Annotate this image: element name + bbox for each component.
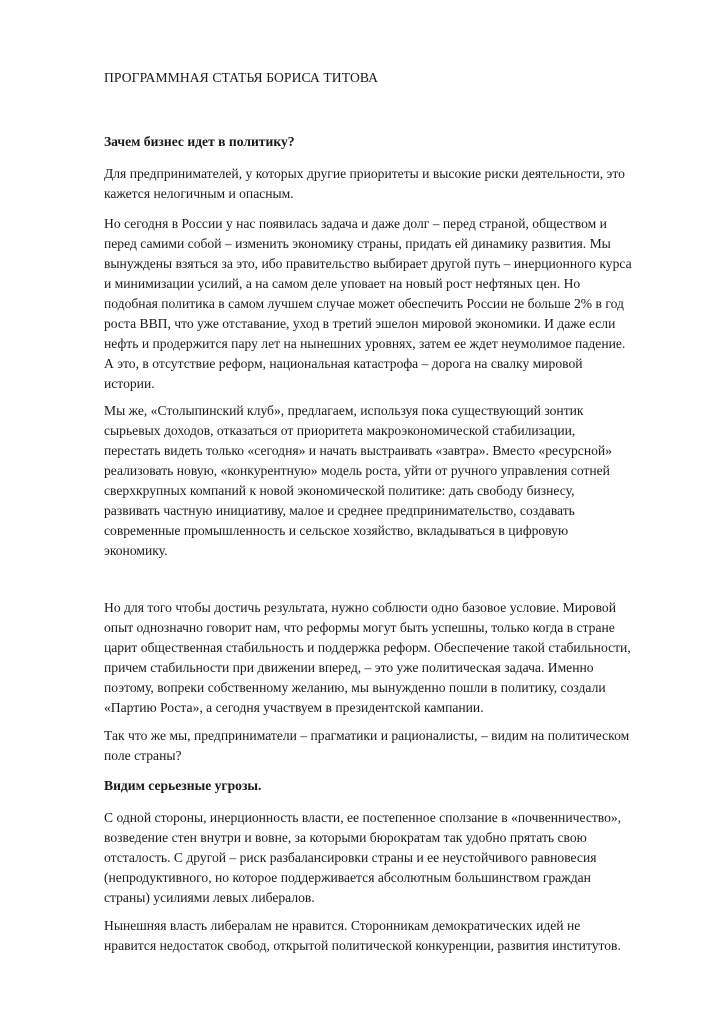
paragraph-line: отсталость. С другой – риск разбалансировки страны и ее неустойчивого равновесия bbox=[104, 850, 597, 865]
paragraph-line: Так что же мы, предприниматели – прагматики и рационалисты, – видим на политическом bbox=[104, 728, 630, 743]
paragraph-line: кажется нелогичным и опасным. bbox=[104, 186, 294, 201]
paragraph-line: современные промышленность и сельское хозяйство, вкладываться в цифровую bbox=[104, 523, 569, 538]
paragraph-line: экономику. bbox=[104, 543, 168, 558]
paragraph-line: нефть и продержится пару лет на нынешних уровнях, затем ее ждет неумолимое падение. bbox=[104, 336, 626, 351]
paragraph-line: перестать видеть только «сегодня» и начать выстраивать «завтра». Вместо «ресурсной» bbox=[104, 443, 612, 458]
paragraph-line: Мы же, «Столыпинский клуб», предлагаем, используя пока существующий зонтик bbox=[104, 403, 584, 418]
paragraph-line: Но сегодня в России у нас появилась задача и даже долг – перед страной, обществом и bbox=[104, 216, 607, 231]
paragraph-line: поэтому, вопреки собственному желанию, мы вынужденно пошли в политику, создали bbox=[104, 680, 606, 695]
paragraph-line: страны) усилиями левых либералов. bbox=[104, 890, 315, 905]
paragraph-line: (непродуктивного, но которое поддерживается абсолютным большинством граждан bbox=[104, 870, 591, 885]
paragraph-line: развивать частную инициативу, малое и среднее предпринимательство, создавать bbox=[104, 503, 575, 518]
paragraph-line: сверхкрупных компаний к новой экономической политике: дать свободу бизнесу, bbox=[104, 483, 575, 498]
document-title: ПРОГРАММНАЯ СТАТЬЯ БОРИСА ТИТОВА bbox=[104, 70, 379, 85]
paragraph-5 bbox=[104, 726, 684, 766]
paragraph-3 bbox=[104, 401, 684, 561]
paragraph-4 bbox=[104, 598, 684, 718]
paragraph-line: Нынешняя власть либералам не нравится. Сторонникам демократических идей не bbox=[104, 918, 581, 933]
paragraph-2 bbox=[104, 214, 684, 394]
paragraph-line: истории. bbox=[104, 376, 155, 391]
paragraph-line: сырьевых доходов, отказаться от приоритета макроэкономической стабилизации, bbox=[104, 423, 576, 438]
section-heading-why-business: Зачем бизнес идет в политику? bbox=[104, 134, 295, 149]
section-heading-threats: Видим серьезные угрозы. bbox=[104, 778, 262, 793]
paragraph-line: Но для того чтобы достичь результата, нужно соблюсти одно базовое условие. Мировой bbox=[104, 600, 616, 615]
paragraph-line: поле страны? bbox=[104, 748, 182, 763]
paragraph-line: С одной стороны, инерционность власти, ее постепенное сползание в «почвенничество», bbox=[104, 810, 622, 825]
paragraph-line: царит общественная стабильность и поддержка реформ. Обеспечение такой стабильности, bbox=[104, 640, 631, 655]
paragraph-line: нравится недостаток свобод, открытой политической конкуренции, развития институтов. bbox=[104, 938, 621, 953]
paragraph-6 bbox=[104, 808, 684, 908]
paragraph-line: возведение стен внутри и вовне, за которыми бюрократам так удобно прятать свою bbox=[104, 830, 587, 845]
paragraph-line: роста ВВП, что уже отставание, уход в третий эшелон мировой экономики. И даже если bbox=[104, 316, 616, 331]
paragraph-line: вынуждены взяться за это, ибо правительство выбирает другой путь – инерционного курса bbox=[104, 256, 632, 271]
paragraph-7 bbox=[104, 916, 684, 956]
paragraph-line: А это, в отсутствие реформ, национальная катастрофа – дорога на свалку мировой bbox=[104, 356, 583, 371]
paragraph-line: «Партию Роста», а сегодня участвуем в президентской кампании. bbox=[104, 700, 484, 715]
paragraph-line: и минимизации усилий, а на самом деле уповает на новый рост нефтяных цен. Но bbox=[104, 276, 581, 291]
paragraph-1 bbox=[104, 164, 684, 204]
paragraph-line: Для предпринимателей, у которых другие приоритеты и высокие риски деятельности, это bbox=[104, 166, 625, 181]
paragraph-line: подобная политика в самом лучшем случае может обеспечить России не больше 2% в год bbox=[104, 296, 624, 311]
paragraph-line: реализовать новую, «конкурентную» модель роста, уйти от ручного управления сотней bbox=[104, 463, 610, 478]
paragraph-line: опыт однозначно говорит нам, что реформы могут быть успешны, только когда в стране bbox=[104, 620, 615, 635]
paragraph-line: причем стабильности при движении вперед, – это уже политическая задача. Именно bbox=[104, 660, 594, 675]
paragraph-line: перед самими собой – изменить экономику страны, придать ей динамику развития. Мы bbox=[104, 236, 611, 251]
